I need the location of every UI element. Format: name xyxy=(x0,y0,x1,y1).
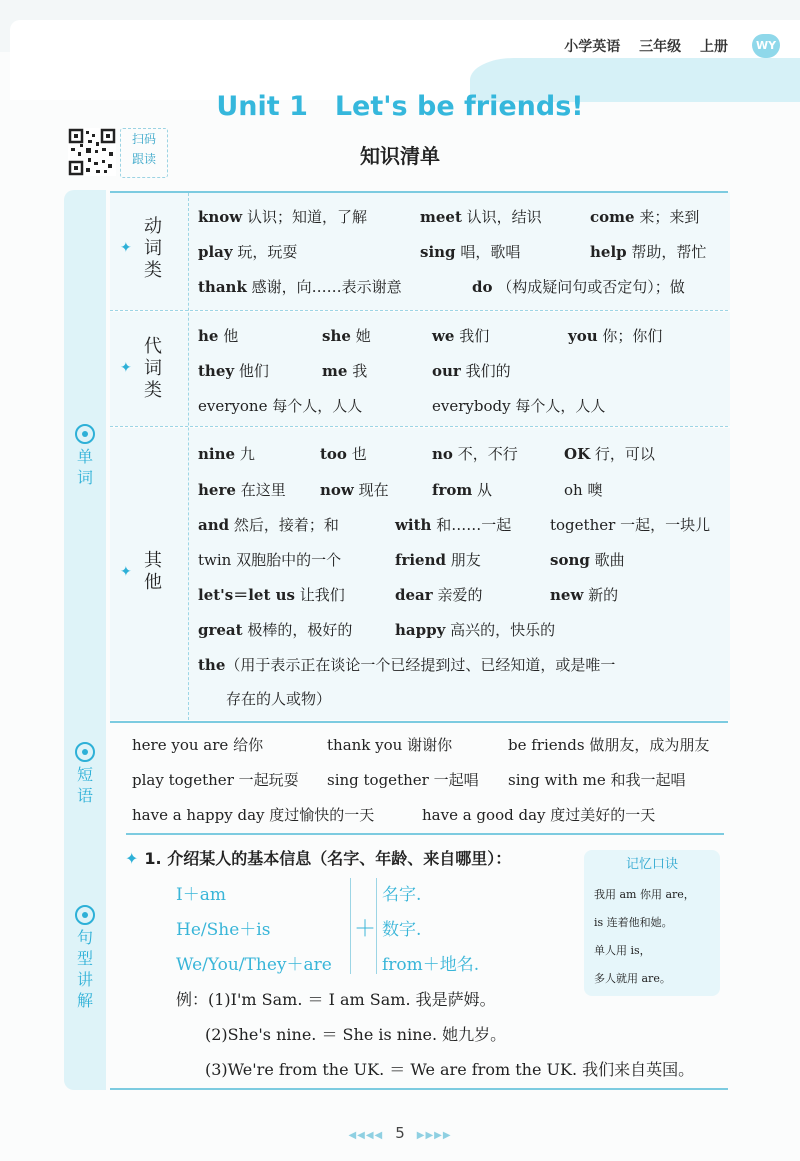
word-entry: play 玩，玩耍 xyxy=(198,243,298,261)
star-icon: ✦ xyxy=(120,240,132,256)
phrase-entry: have a good day 度过美好的一天 xyxy=(422,806,656,824)
target-icon xyxy=(75,905,95,925)
header-subject: 小学英语 xyxy=(564,39,621,55)
memory-tip-line: is 连着他和她。 xyxy=(594,916,673,929)
memory-tip-line: 单人用 is， xyxy=(594,944,651,957)
word-entry: the（用于表示正在谈论一个已经提到过、已经知道，或是唯一 xyxy=(198,656,616,674)
star-icon: ✦ xyxy=(125,849,139,868)
scan-to-read-label: 扫码 跟读 xyxy=(120,128,168,178)
verbs-label: ✦ 动词类 xyxy=(120,216,162,281)
word-entry: help 帮助，帮忙 xyxy=(590,243,707,261)
word-entry: no 不，不行 xyxy=(432,445,518,463)
table-top-border xyxy=(110,191,728,193)
page-number: 5 xyxy=(395,1124,405,1142)
sentences-section-label: 句型讲解 xyxy=(64,905,106,1011)
star-icon: ✦ xyxy=(120,360,132,376)
formula-object: 数字. xyxy=(382,920,422,940)
phrase-entry: play together 一起玩耍 xyxy=(132,771,299,789)
target-icon xyxy=(75,742,95,762)
plus-sign: ＋ xyxy=(354,917,377,942)
word-entry: great 极棒的，极好的 xyxy=(198,621,353,639)
formula-object: from＋地名. xyxy=(382,955,480,975)
word-entry: me 我 xyxy=(322,362,368,380)
word-entry: twin 双胞胎中的一个 xyxy=(198,551,342,569)
word-entry: she 她 xyxy=(322,327,371,345)
word-entry-continued: 存在的人或物） xyxy=(226,690,332,708)
phrase-entry: sing with me 和我一起唱 xyxy=(508,771,686,789)
wy-badge: WY xyxy=(752,34,780,58)
word-entry: know 认识；知道，了解 xyxy=(198,208,368,226)
word-entry: we 我们 xyxy=(432,327,490,345)
word-entry: he 他 xyxy=(198,327,239,345)
word-entry: new 新的 xyxy=(550,586,619,604)
bracket xyxy=(350,878,351,974)
word-entry: OK 行，可以 xyxy=(564,445,655,463)
page-title: Unit 1 Let's be friends! xyxy=(216,91,584,122)
phrases-section-label: 短语 xyxy=(64,742,106,806)
word-entry: sing 唱，歌唱 xyxy=(420,243,521,261)
memory-tip-box xyxy=(584,850,720,996)
word-entry: song 歌曲 xyxy=(550,551,625,569)
sentence-heading: ✦ 1. 介绍某人的基本信息（名字、年龄、来自哪里）： xyxy=(125,849,512,868)
phrase-entry: have a happy day 度过愉快的一天 xyxy=(132,806,375,824)
formula-subject: I＋am xyxy=(176,885,226,905)
word-entry: from 从 xyxy=(432,481,493,499)
phrase-entry: here you are 给你 xyxy=(132,736,264,754)
word-entry: let's＝let us 让我们 xyxy=(198,586,345,604)
header-grade: 三年级 xyxy=(639,39,682,55)
divider xyxy=(110,310,728,311)
word-entry: meet 认识，结识 xyxy=(420,208,542,226)
word-entry: everybody 每个人，人人 xyxy=(432,397,606,415)
memory-tip-line: 我用 am 你用 are， xyxy=(594,888,695,901)
page-footer xyxy=(0,1124,800,1142)
word-entry: they 他们 xyxy=(198,362,269,380)
others-label: ✦ 其他 xyxy=(120,550,162,593)
word-entry: our 我们的 xyxy=(432,362,511,380)
others-group-bg xyxy=(110,428,730,720)
word-entry: everyone 每个人，人人 xyxy=(198,397,363,415)
section-subtitle: 知识清单 xyxy=(360,144,440,168)
word-entry: with 和……一起 xyxy=(395,516,512,534)
word-entry: and 然后，接着；和 xyxy=(198,516,339,534)
bottom-border xyxy=(110,1088,728,1090)
column-divider xyxy=(188,193,190,720)
example-sentence: (2)She's nine. ＝ She is nine. 她九岁。 xyxy=(205,1025,507,1044)
phrase-entry: sing together 一起唱 xyxy=(327,771,479,789)
word-entry: dear 亲爱的 xyxy=(395,586,483,604)
formula-subject: He/She＋is xyxy=(176,920,271,940)
word-entry: now 现在 xyxy=(320,481,389,499)
header-volume: 上册 xyxy=(700,39,728,55)
memory-tip-line: 多人就用 are。 xyxy=(594,972,671,985)
target-icon xyxy=(75,424,95,444)
bracket xyxy=(376,878,377,974)
word-entry: too 也 xyxy=(320,445,367,463)
example-sentence: 例：(1)I'm Sam. ＝ I am Sam. 我是萨姆。 xyxy=(176,990,496,1009)
word-entry: together 一起，一块儿 xyxy=(550,516,711,534)
formula-object: 名字. xyxy=(382,885,422,905)
left-arrows-icon: ◀◀◀◀ xyxy=(348,1130,384,1141)
memory-tip-title: 记忆口诀 xyxy=(625,857,678,872)
word-entry: nine 九 xyxy=(198,445,255,463)
word-entry: oh 噢 xyxy=(564,481,603,499)
word-entry: happy 高兴的，快乐的 xyxy=(395,621,556,639)
divider xyxy=(110,721,728,723)
word-entry: friend 朋友 xyxy=(395,551,481,569)
vocabulary-section-label: 单词 xyxy=(64,424,106,488)
word-entry: you 你；你们 xyxy=(568,327,663,345)
phrase-entry: be friends 做朋友，成为朋友 xyxy=(508,736,710,754)
right-arrows-icon: ▶▶▶▶ xyxy=(416,1130,452,1141)
word-entry: do （构成疑问句或否定句）；做 xyxy=(472,278,685,296)
divider xyxy=(126,833,724,835)
word-entry: here 在这里 xyxy=(198,481,286,499)
header-tag xyxy=(550,36,728,56)
formula-subject: We/You/They＋are xyxy=(176,955,332,975)
phrase-entry: thank you 谢谢你 xyxy=(327,736,453,754)
divider xyxy=(110,426,728,427)
word-entry: thank 感谢，向……表示谢意 xyxy=(198,278,402,296)
example-sentence: (3)We're from the UK. ＝ We are from the UK. 我们来自英国。 xyxy=(205,1060,695,1079)
word-entry: come 来；来到 xyxy=(590,208,700,226)
pronouns-label: ✦ 代词类 xyxy=(120,336,162,401)
star-icon: ✦ xyxy=(120,564,132,580)
